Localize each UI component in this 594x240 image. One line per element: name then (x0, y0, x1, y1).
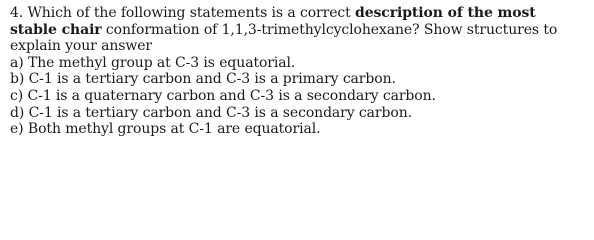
stem-text-part1: Which of the following statements is a correct (23, 5, 356, 21)
option-d: d) C-1 is a tertiary carbon and C-3 is a secondary carbon. (10, 104, 412, 121)
option-b: b) C-1 is a tertiary carbon and C-3 is a primary carbon. (10, 71, 396, 88)
answer-options (10, 55, 586, 138)
option-a: a) The methyl group at C-3 is equatorial. (10, 54, 296, 71)
stem-emphasis: description of the most stable chair (10, 5, 536, 38)
option-c: c) C-1 is a quaternary carbon and C-3 is a secondary carbon. (10, 87, 436, 104)
stem-text-part2: conformation of 1,1,3-trimethylcyclohexane? Show structures to explain your answer (10, 21, 558, 55)
question-block (10, 5, 586, 138)
question-stem (10, 5, 586, 55)
question-number: 4. (10, 5, 24, 21)
option-e: e) Both methyl groups at C-1 are equatorial. (10, 121, 321, 138)
